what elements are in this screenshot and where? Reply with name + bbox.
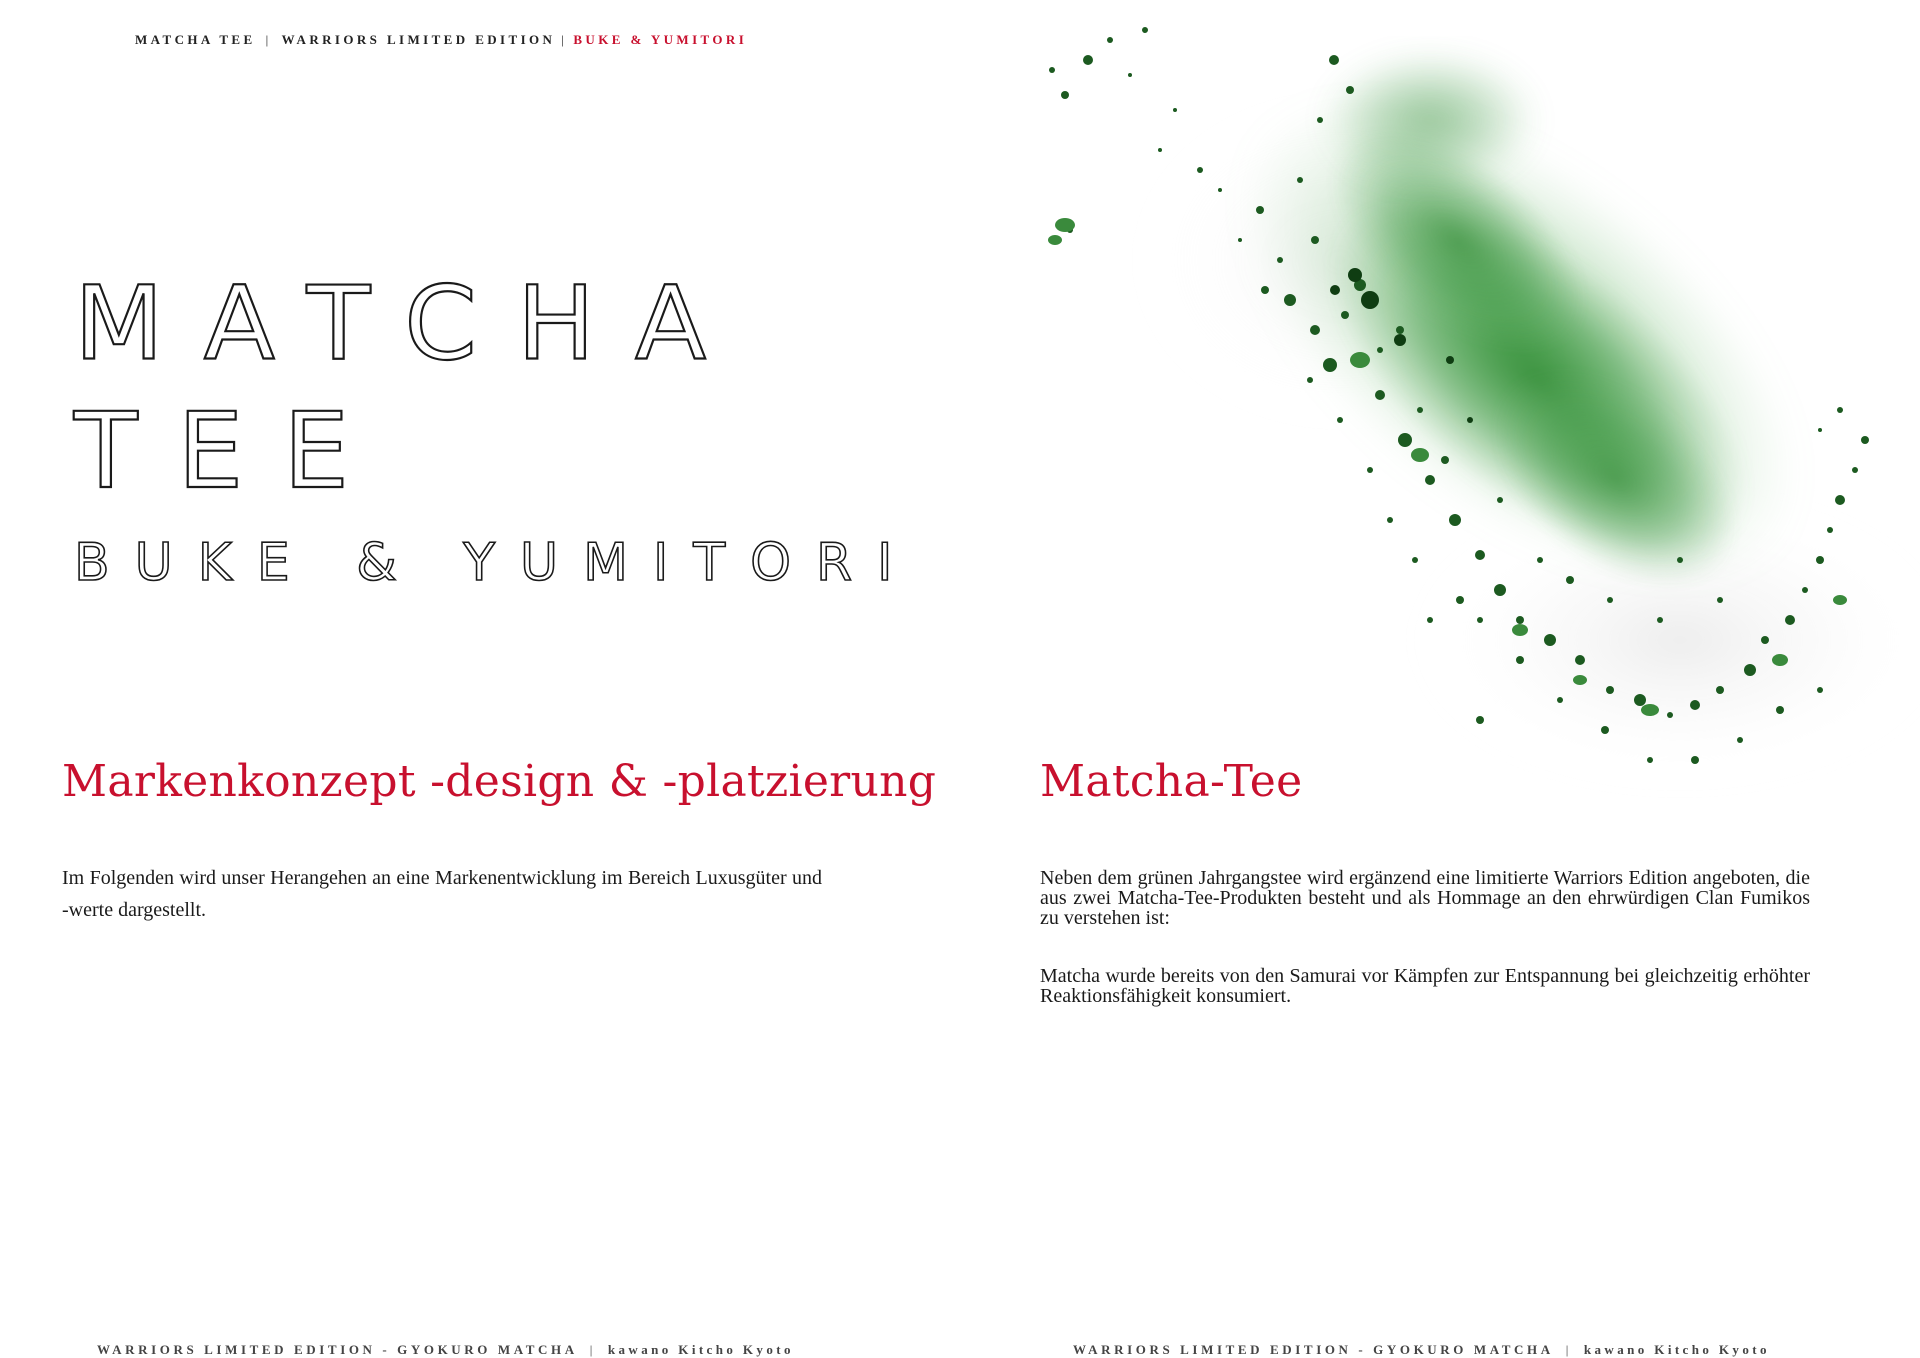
header-separator: | — [265, 32, 272, 47]
footer-right-text: WARRIORS LIMITED EDITION - GYOKURO MATCHA — [1073, 1342, 1554, 1357]
footer-right-separator: | — [1565, 1342, 1572, 1357]
right-section-heading: Matcha-Tee — [1040, 756, 1303, 807]
footer-right-brand: kawano Kitcho Kyoto — [1583, 1342, 1770, 1357]
matcha-powder-image — [960, 0, 1920, 820]
title-line2: TEE — [74, 390, 389, 512]
header-separator-2: | — [561, 32, 568, 47]
title-subtitle: BUKE & YUMITORI — [74, 533, 918, 593]
top-header — [135, 32, 747, 48]
right-section-paragraph-2: Matcha wurde bereits von den Samurai vor Kämpfen zur Entspannung bei gleichzeitig erhöhter Reaktionsfähigkeit konsumiert. — [1040, 965, 1810, 1007]
left-section-body: Im Folgenden wird unser Herangehen an eine Markenentwicklung im Bereich Luxusgüter und -werte dargestellt. — [62, 867, 822, 921]
header-part3: BUKE & YUMITORI — [573, 32, 748, 47]
right-page — [960, 0, 1920, 1358]
title-line1: MATCHA — [74, 263, 747, 383]
header-part2: WARRIORS LIMITED EDITION — [281, 32, 556, 47]
footer-left-separator: | — [589, 1342, 596, 1357]
left-section-heading: Markenkonzept -design & -platzierung — [62, 756, 937, 807]
right-section-paragraph-1: Neben dem grünen Jahrgangstee wird ergänzend eine limitierte Warriors Edition angeboten, die aus zwei Matcha-Tee-Produkten besteht und als Hommage an den ehrwürdigen Clan Fumikos zu verstehen ist: — [1040, 867, 1810, 929]
footer-right — [1073, 1342, 1770, 1358]
footer-left — [97, 1342, 794, 1358]
header-part1: MATCHA TEE — [135, 32, 256, 47]
footer-left-text: WARRIORS LIMITED EDITION - GYOKURO MATCHA — [97, 1342, 578, 1357]
footer-left-brand: kawano Kitcho Kyoto — [607, 1342, 794, 1357]
